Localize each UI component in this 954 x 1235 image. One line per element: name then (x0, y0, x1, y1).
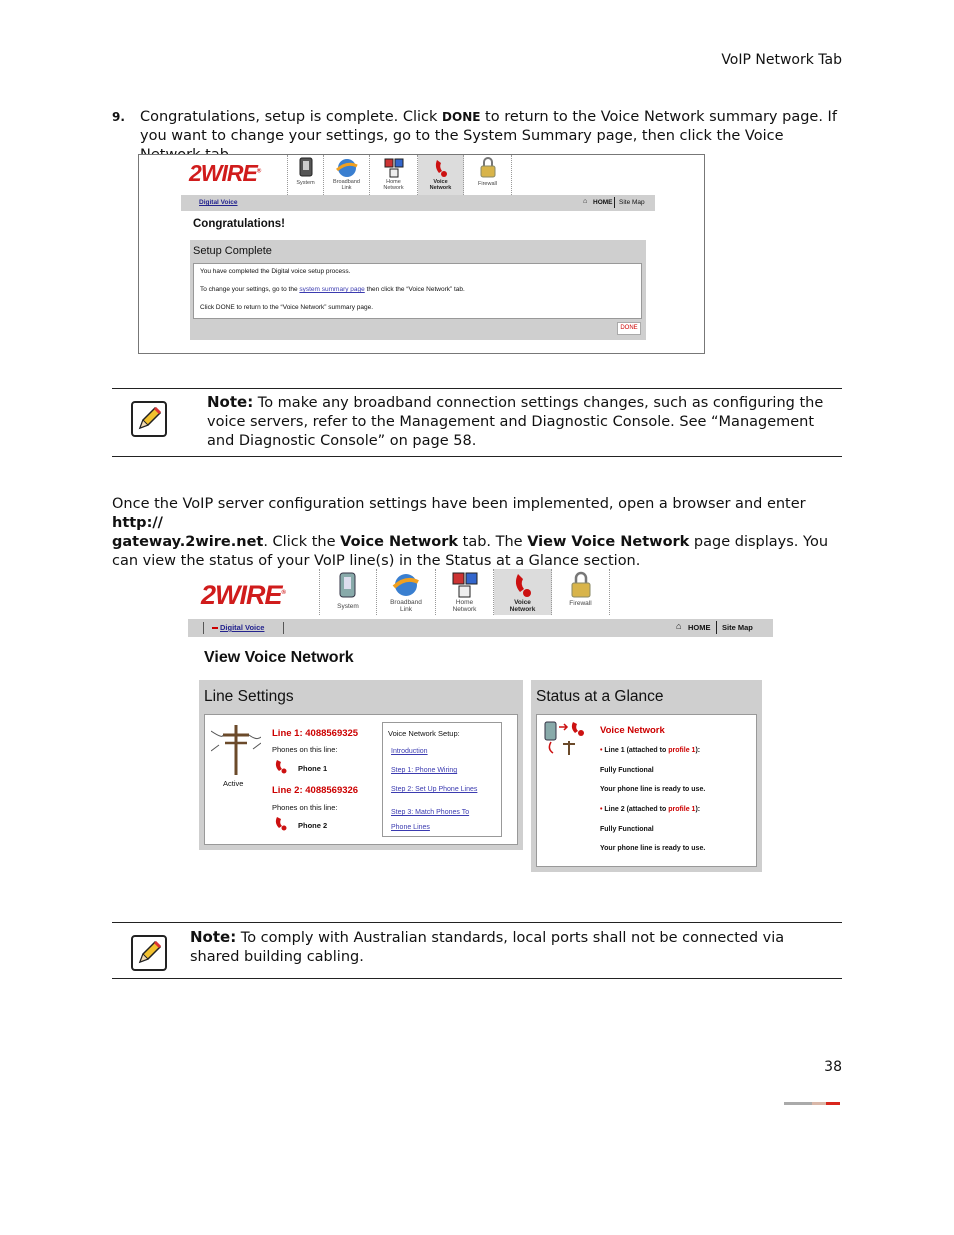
line-1-message: Your phone line is ready to use. (600, 786, 706, 793)
broadband-link-icon (335, 157, 359, 179)
done-keyword: DONE (442, 110, 481, 124)
line-2-profile-link[interactable]: profile 1 (668, 806, 696, 813)
line-2-state: Fully Functional (600, 826, 654, 833)
setup-link-step-1[interactable]: Step 1: Phone Wiring (391, 767, 458, 774)
phone-1-label: Phone 1 (298, 764, 328, 773)
intro-paragraph: Once the VoIP server configuration settings have been implemented, open a browser and enter http:// gateway.2wire.net. Click the Voice Network tab. The View Voice Network page displays. You can view the status of your VoIP line(s) in the Status at a Glance section. (112, 496, 829, 569)
voice-network-icon (432, 157, 450, 179)
firewall-icon (478, 157, 498, 179)
nav-divider-mid (283, 622, 284, 634)
congratulations-screenshot (138, 154, 705, 354)
breadcrumb-marker (212, 627, 218, 629)
phones-label-1: Phones on this line: (272, 745, 338, 754)
phone-2-label: Phone 2 (298, 821, 328, 830)
phone-1-icon (274, 758, 288, 774)
home-icon[interactable]: ⌂ (676, 621, 682, 631)
done-button[interactable]: DONE (617, 322, 641, 335)
tab-bar (319, 569, 610, 615)
home-network-icon (451, 571, 479, 599)
line-settings-title: Line Settings (204, 688, 294, 705)
note-box-2 (112, 922, 842, 979)
home-icon[interactable]: ⌂ (583, 198, 588, 205)
voice-network-setup-box (382, 722, 502, 837)
running-head: VoIP Network Tab (721, 52, 842, 68)
setup-complete-panel (190, 240, 646, 340)
nav-bar (181, 195, 655, 211)
site-map-link[interactable]: Site Map (722, 623, 753, 632)
line-1-status: • Line 1 (attached to profile 1): (600, 747, 701, 754)
voice-network-status-icon (543, 719, 587, 757)
tab-home-network[interactable]: Home Network (436, 569, 494, 615)
home-link[interactable]: HOME (593, 199, 613, 206)
line-2-label: Line 2: 4088569326 (272, 785, 359, 796)
nav-divider (716, 621, 717, 634)
line-1-profile-link[interactable]: profile 1 (668, 747, 696, 754)
setup-line-2: To change your settings, go to the system summary page then click the “Voice Network” tab. (200, 286, 465, 293)
tab-system[interactable]: System (320, 569, 377, 615)
footer-bar-segment-1 (784, 1102, 812, 1105)
line-status: Active (223, 779, 244, 788)
home-network-icon (383, 157, 405, 179)
footer-bar-segment-2 (812, 1102, 826, 1105)
setup-line-1: You have completed the Digital voice setup process. (200, 268, 351, 275)
tab-voice-network[interactable]: Voice Network (494, 569, 552, 615)
note-1-label: Note: (207, 393, 254, 411)
tab-broadband-link[interactable]: Broadband Link (377, 569, 436, 615)
pencil-icon (131, 401, 167, 437)
firewall-icon (568, 571, 594, 599)
view-voice-network-screenshot (188, 568, 773, 873)
tab-broadband-link[interactable]: Broadband Link (324, 155, 370, 195)
pencil-icon (131, 935, 167, 971)
step-number: 9. (112, 110, 125, 124)
tab-system[interactable]: System (288, 155, 324, 195)
site-map-link[interactable]: Site Map (619, 199, 645, 206)
setup-complete-title: Setup Complete (193, 245, 272, 257)
system-icon (337, 571, 359, 601)
breadcrumb-digital-voice[interactable]: Digital Voice (220, 623, 265, 632)
line-2-status: • Line 2 (attached to profile 1): (600, 806, 701, 813)
phones-label-2: Phones on this line: (272, 803, 338, 812)
voice-network-status: Voice Network (600, 725, 665, 736)
tab-home-network[interactable]: Home Network (370, 155, 418, 195)
setup-complete-body (193, 263, 642, 319)
tab-voice-network[interactable]: Voice Network (418, 155, 464, 195)
note-2-text: Note: To comply with Australian standards, local ports shall not be connected via shared building cabling. (190, 928, 785, 965)
step-text-before: Congratulations, setup is complete. Click (140, 109, 443, 125)
voice-network-icon (511, 571, 535, 599)
setup-link-introduction[interactable]: Introduction (391, 748, 428, 755)
broadband-link-icon (392, 571, 420, 599)
page-number: 38 (824, 1059, 842, 1075)
setup-title: Voice Network Setup: (388, 729, 460, 738)
status-body (536, 714, 757, 867)
2wire-logo: 2WIRE® (189, 160, 261, 186)
setup-link-step-3[interactable]: Step 3: Match Phones To Phone Lines (391, 809, 470, 831)
breadcrumb-digital-voice[interactable]: Digital Voice (199, 199, 238, 206)
footer-bar-segment-3 (826, 1102, 840, 1105)
system-icon (297, 157, 315, 179)
home-link[interactable]: HOME (688, 623, 711, 632)
setup-line-3: Click DONE to return to the “Voice Network” summary page. (200, 304, 374, 311)
congratulations-heading: Congratulations! (193, 218, 285, 230)
system-summary-link[interactable]: system summary page (299, 286, 365, 293)
line-settings-body (204, 714, 518, 845)
nav-bar (188, 619, 773, 637)
2wire-logo: 2WIRE® (201, 580, 285, 610)
nav-divider (614, 197, 615, 208)
note-2-label: Note: (190, 928, 237, 946)
tab-firewall[interactable]: Firewall (464, 155, 512, 195)
status-at-a-glance-panel (531, 680, 762, 872)
step-text-after: to return to the Voice Network summary page. If you want to change your settings, go to the System Summary page, then click the Voice (140, 109, 837, 144)
telephone-pole-icon (211, 721, 261, 777)
nav-divider-left (203, 622, 204, 634)
page-title: View Voice Network (204, 649, 354, 666)
line-2-message: Your phone line is ready to use. (600, 845, 706, 852)
tab-bar (287, 155, 512, 195)
line-1-state: Fully Functional (600, 767, 654, 774)
setup-link-step-2[interactable]: Step 2: Set Up Phone Lines (391, 786, 478, 793)
tab-firewall[interactable]: Firewall (552, 569, 610, 615)
line-1-label: Line 1: 4088569325 (272, 728, 359, 739)
line-settings-panel (199, 680, 523, 850)
gateway-url: http:// gateway.2wire.net (112, 515, 264, 550)
note-box-1 (112, 388, 842, 457)
status-title: Status at a Glance (536, 688, 664, 705)
note-1-text: Note: To make any broadband connection settings changes, such as configuring the voice servers, refer to the Management and Diagnostic Console. See “Management and Diagnostic Console” on page 58. (207, 393, 824, 449)
footer-color-bar (784, 1102, 840, 1105)
phone-2-icon (274, 815, 288, 831)
